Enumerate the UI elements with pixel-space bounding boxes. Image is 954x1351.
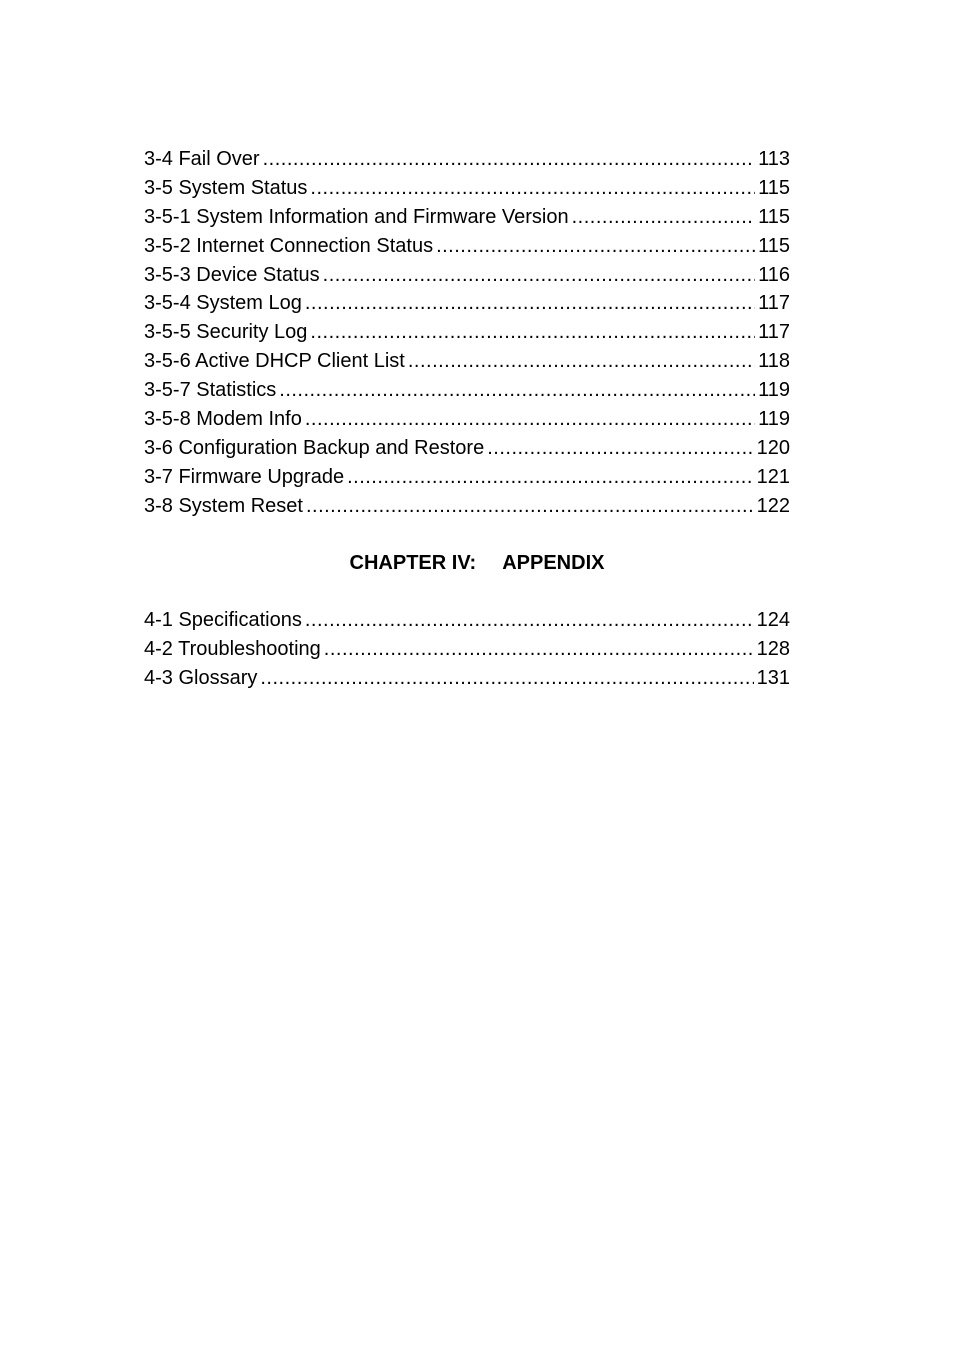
toc-section-chapter-4 [144, 606, 790, 693]
toc-dot-leader [260, 664, 753, 693]
toc-dot-leader [279, 376, 755, 405]
toc-entry-page: 124 [756, 609, 790, 631]
toc-dot-leader [305, 289, 755, 318]
toc-entry-title: 3-5-1 System Information and Firmware Version [144, 205, 569, 228]
toc-dot-leader [310, 318, 755, 347]
toc-dot-leader [306, 492, 754, 521]
toc-section-chapter-3 [144, 145, 790, 521]
toc-entry-title: 3-5-6 Active DHCP Client List [144, 350, 405, 373]
toc-entry-page: 115 [758, 234, 790, 257]
toc-dot-leader [323, 261, 755, 290]
toc-entry-page: 119 [758, 408, 790, 431]
toc-dot-leader [408, 347, 755, 376]
toc-dot-leader [305, 405, 755, 434]
toc-dot-leader [305, 606, 754, 635]
toc-entry-page: 118 [758, 350, 790, 373]
toc-entry[interactable] [144, 434, 790, 463]
toc-dot-leader [347, 463, 754, 492]
toc-entry-page: 131 [756, 666, 790, 689]
chapter-label: CHAPTER IV: [349, 552, 477, 574]
toc-dot-leader [487, 434, 753, 463]
toc-entry-title: 3-4 Fail Over [144, 148, 260, 170]
toc-entry-page: 113 [758, 148, 790, 170]
toc-entry-page: 117 [758, 292, 790, 315]
toc-entry[interactable] [144, 463, 790, 492]
toc-entry[interactable] [144, 347, 790, 376]
toc-entry-page: 116 [758, 263, 790, 286]
toc-entry-title: 3-5-7 Statistics [144, 379, 277, 402]
toc-entry-title: 4-1 Specifications [144, 609, 302, 631]
toc-dot-leader [263, 145, 756, 174]
toc-entry-page: 115 [758, 176, 790, 199]
toc-entry[interactable] [144, 492, 790, 521]
toc-dot-leader [572, 203, 756, 232]
toc-entry[interactable] [144, 145, 790, 174]
toc-entry-page: 128 [756, 637, 790, 660]
toc-entry-title: 3-5-2 Internet Connection Status [144, 234, 434, 257]
toc-entry-title: 4-3 Glossary [144, 666, 258, 689]
toc-entry[interactable] [144, 261, 790, 290]
toc-entry[interactable] [144, 174, 790, 203]
toc-dot-leader [436, 232, 755, 261]
toc-entry-title: 3-8 System Reset [144, 494, 303, 517]
toc-dot-leader [324, 635, 754, 664]
toc-entry[interactable] [144, 203, 790, 232]
toc-entry-page: 117 [758, 321, 790, 344]
toc-entry[interactable] [144, 635, 790, 664]
toc-entry-page: 115 [758, 205, 790, 228]
toc-entry-title: 3-5-3 Device Status [144, 263, 320, 286]
toc-entry-title: 4-2 Troubleshooting [144, 637, 321, 660]
toc-entry-page: 120 [756, 436, 790, 459]
toc-entry-page: 122 [756, 494, 790, 517]
toc-entry[interactable] [144, 289, 790, 318]
toc-entry-page: 121 [756, 465, 790, 488]
chapter-title: APPENDIX [502, 552, 605, 574]
toc-entry-title: 3-7 Firmware Upgrade [144, 465, 345, 488]
toc-entry[interactable] [144, 232, 790, 261]
toc-entry[interactable] [144, 606, 790, 635]
toc-entry-title: 3-5-8 Modem Info [144, 408, 302, 431]
toc-entry-title: 3-5-5 Security Log [144, 321, 308, 344]
toc-entry[interactable] [144, 405, 790, 434]
toc-entry[interactable] [144, 664, 790, 693]
chapter-heading [0, 548, 954, 578]
toc-entry[interactable] [144, 376, 790, 405]
toc-dot-leader [310, 174, 755, 203]
toc-entry[interactable] [144, 318, 790, 347]
toc-entry-title: 3-5-4 System Log [144, 292, 302, 315]
toc-entry-title: 3-5 System Status [144, 176, 308, 199]
toc-entry-title: 3-6 Configuration Backup and Restore [144, 436, 485, 459]
toc-entry-page: 119 [758, 379, 790, 402]
